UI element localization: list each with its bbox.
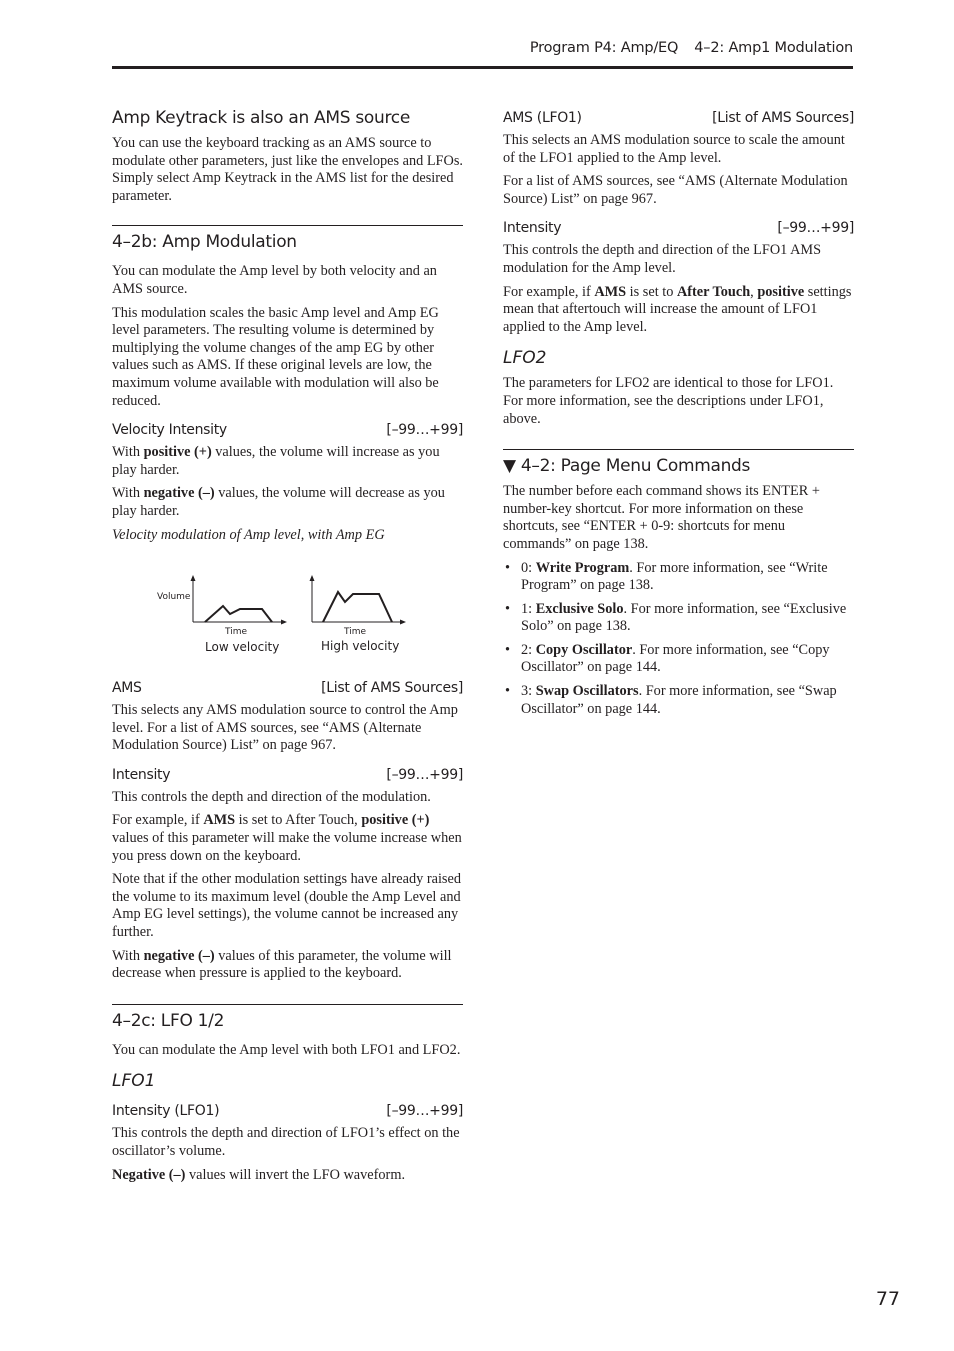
list-item: • 3: Swap Oscillators. For more information, see “Swap Oscillator” on page 144. [503, 683, 854, 718]
low-envelope [205, 606, 272, 622]
lfo1-negative-text: Negative (–) values will invert the LFO waveform. [112, 1166, 406, 1183]
low-velocity-label: Low velocity [205, 640, 280, 655]
intensity-note: Note that if the other modulation settings have already raised the volume to its maximum level (double the Amp Level and Amp EG level settings), the volume cannot be increased any further. [112, 871, 461, 941]
param-range: [–99…+99] [386, 1103, 463, 1120]
param-name: AMS [112, 680, 142, 697]
param-range: [–99…+99] [777, 220, 854, 237]
ams-body: This selects any AMS modulation source to control the Amp level. For a list of AMS sources, see “AMS (Alternate Modulation Source) List” on page 967. [112, 702, 458, 754]
param-name: Intensity [112, 766, 171, 783]
page-menu-section [503, 449, 854, 478]
param-intensity-ams [503, 218, 854, 238]
amp-modulation-heading: 4–2b: Amp Modulation [112, 232, 297, 253]
low-velocity-graph [157, 575, 287, 654]
param-name: AMS (LFO1) [503, 110, 582, 126]
y-axis-arrow [191, 575, 196, 581]
lfo-heading: 4–2c: LFO 1/2 [112, 1010, 225, 1031]
y-axis-label: Volume [157, 592, 191, 603]
amp-mod-description: This modulation scales the basic Amp level and Amp EG level parameters. The resulting volume is determined by multiplying the volume changes of the amp EG by other values such as AMS. If these original levels are low, the maximum volume available with modulation will also be reduced. [112, 304, 439, 409]
amp-modulation-section [112, 225, 463, 254]
x-axis-label: Time [225, 627, 248, 638]
list-item: • 0: Write Program. For more information, see “Write Program” on page 138. [503, 560, 854, 595]
param-name: Velocity Intensity [112, 422, 227, 439]
page-menu-heading: ▼ 4–2: Page Menu Commands [503, 456, 751, 477]
lfo-section [112, 1004, 463, 1033]
velocity-figure [112, 544, 463, 656]
param-range: [–99…+99] [386, 422, 463, 439]
high-envelope [323, 592, 392, 622]
intensity-ams-body: This controls the depth and direction of the LFO1 AMS modulation for the Amp level. [503, 242, 822, 276]
running-header [112, 40, 853, 56]
intensity-negative: With negative (–) values of this parameter, the volume will decrease when pressure is applied to the keyboard. [112, 947, 452, 982]
param-ams [112, 678, 463, 698]
param-range: [–99…+99] [386, 766, 463, 783]
lfo2-heading: LFO2 [503, 348, 547, 369]
list-item: • 1: Exclusive Solo. For more information, see “Exclusive Solo” on page 138. [503, 601, 854, 636]
lfo-intro: You can modulate the Amp level with both LFO1 and LFO2. [112, 1041, 461, 1058]
page-number: 77 [875, 1288, 900, 1310]
param-intensity [112, 765, 463, 785]
lfo1-intensity-body: This controls the depth and direction of LFO1’s effect on the oscillator’s volume. [112, 1125, 460, 1159]
header-section: Program P4: Amp/EQ [529, 40, 679, 56]
x-axis-arrow [400, 620, 406, 625]
param-range: [List of AMS Sources] [321, 680, 463, 697]
right-column [503, 96, 854, 718]
command-list [503, 560, 854, 719]
intensity-example: For example, if AMS is set to After Touch, positive (+) values of this parameter will make the volume increase when you press down on the keyboard. [112, 812, 462, 864]
high-velocity-graph [310, 575, 407, 653]
param-range: [List of AMS Sources] [712, 110, 854, 126]
amp-mod-intro: You can modulate the Amp level by both velocity and an AMS source. [112, 263, 437, 297]
list-item: • 2: Copy Oscillator. For more information, see “Copy Oscillator” on page 144. [503, 642, 854, 677]
ams-lfo1-body: This selects an AMS modulation source to scale the amount of the LFO1 applied to the Amp level. [503, 132, 845, 166]
x-axis-label: Time [344, 627, 367, 638]
intensity-ams-example: For example, if AMS is set to After Touch, positive settings mean that aftertouch will increase the amount of LFO1 applied to the Amp level. [503, 283, 852, 335]
y-axis-arrow [310, 575, 315, 581]
figure-caption: Velocity modulation of Amp level, with Amp EG [112, 526, 385, 543]
x-axis-arrow [281, 620, 287, 625]
param-name: Intensity (LFO1) [112, 1103, 220, 1120]
header-subsection: 4–2: Amp1 Modulation [694, 40, 853, 56]
keytrack-body: You can use the keyboard tracking as an AMS source to modulate other parameters, just like the envelopes and LFOs. Simply select Amp Keytrack in the AMS list for the desired parameter. [112, 135, 463, 204]
header-rule [112, 66, 853, 69]
lfo2-body: The parameters for LFO2 are identical to those for LFO1. For more information, see the descriptions under LFO1, above. [503, 375, 834, 427]
ams-lfo1-reference: For a list of AMS sources, see “AMS (Alternate Modulation Source) List” on page 967. [503, 173, 848, 207]
param-name: Intensity [503, 220, 562, 237]
velocity-negative-text: With negative (–) values, the volume will decrease as you play harder. [112, 485, 445, 519]
keytrack-heading: Amp Keytrack is also an AMS source [112, 108, 411, 128]
left-column [112, 96, 463, 1184]
page-menu-body: The number before each command shows its ENTER + number-key shortcut. For more information on these shortcuts, see “ENTER + 0-9: shortcuts for menu commands” on page 138. [503, 483, 820, 552]
lfo1-heading: LFO1 [112, 1071, 156, 1092]
intensity-body: This controls the depth and direction of the modulation. [112, 788, 431, 805]
param-velocity-intensity [112, 420, 463, 440]
param-ams-lfo1 [503, 108, 854, 128]
high-velocity-label: High velocity [321, 639, 400, 654]
velocity-positive-text: With positive (+) values, the volume will increase as you play harder. [112, 444, 440, 478]
param-intensity-lfo1 [112, 1101, 463, 1121]
